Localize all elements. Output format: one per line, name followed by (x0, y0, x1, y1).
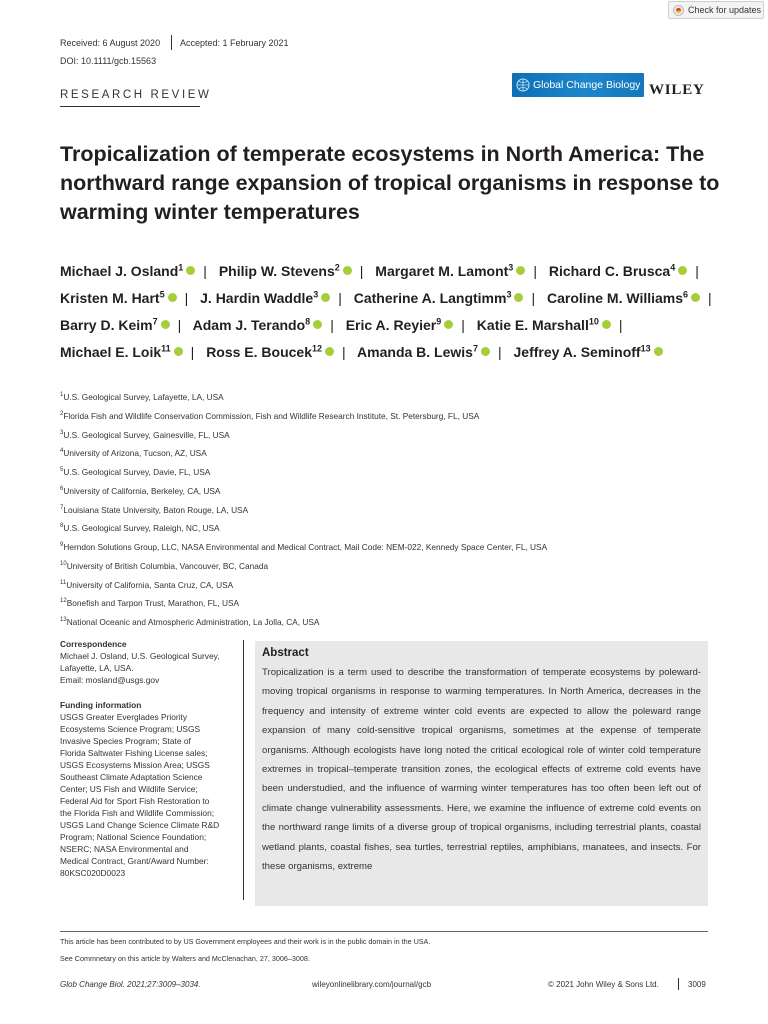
accepted-date: Accepted: 1 February 2021 (180, 38, 289, 48)
affiliation-text: Louisiana State University, Baton Rouge, LA, USA (63, 504, 249, 515)
author-separator: | (359, 262, 364, 279)
correspondence-line: Lafayette, LA, USA. (60, 663, 134, 673)
funding-line: USGS Land Change Science Climate R&D (60, 820, 220, 830)
abstract-heading: Abstract (262, 647, 309, 659)
author-label: Margaret M. Lamont (375, 262, 509, 279)
correspondence-heading: Correspondence (60, 639, 127, 649)
footnote-government: This article has been contributed to by US Government employees and their work is in the public domain in the USA. (60, 937, 431, 946)
author-separator: | (338, 289, 342, 306)
orcid-icon[interactable] (514, 293, 523, 302)
orcid-icon[interactable] (313, 320, 322, 329)
affiliation-text: U.S. Geological Survey, Davie, FL, USA (63, 466, 211, 477)
funding-line: Medical Contract, Grant/Award Number: (60, 856, 209, 866)
orcid-icon[interactable] (678, 266, 687, 275)
author-label: Jeffrey A. Seminoff (513, 344, 641, 361)
section-rule (60, 106, 200, 107)
affiliation-item (60, 575, 700, 594)
section-label: RESEARCH REVIEW (60, 89, 212, 101)
author-list (60, 256, 730, 365)
affiliation-item (60, 556, 700, 575)
affiliation-number: 2 (60, 410, 64, 417)
affiliation-marker: 7 (152, 316, 158, 327)
author-label: Ross E. Boucek (206, 344, 313, 361)
orcid-icon[interactable] (174, 347, 183, 356)
orcid-icon[interactable] (186, 266, 195, 275)
author-name[interactable] (477, 317, 611, 333)
author-separator: | (695, 262, 699, 279)
author-label: J. Hardin Waddle (200, 289, 314, 306)
globe-icon (516, 78, 530, 92)
affiliation-text: U.S. Geological Survey, Lafayette, LA, USA (63, 391, 224, 402)
funding-line: Southeast Climate Adaptation Science (60, 772, 203, 782)
author-name[interactable] (375, 263, 525, 279)
check-for-updates-icon (673, 5, 684, 16)
affiliation-marker: 3 (508, 262, 514, 272)
author-label: Michael E. Loik (60, 344, 162, 361)
author-separator: | (203, 262, 207, 279)
author-name[interactable] (346, 317, 454, 333)
publisher-logo: WILEY (649, 82, 705, 98)
author-name[interactable] (60, 263, 195, 279)
author-name[interactable] (547, 290, 700, 306)
funding-line: Ecosystems Science Program; USGS (60, 724, 201, 734)
funding-line: NSERC; NASA Environmental and (60, 844, 189, 854)
affiliation-number: 12 (60, 598, 67, 605)
affiliation-text: University of California, Berkeley, CA, USA (63, 485, 221, 496)
author-name[interactable] (206, 344, 334, 360)
affiliation-number: 11 (60, 579, 67, 586)
author-separator: | (461, 316, 465, 333)
affiliation-text: U.S. Geological Survey, Gainesville, FL, USA (63, 429, 230, 440)
affiliation-item (60, 406, 700, 425)
author-label: Catherine A. Langtimm (353, 289, 507, 306)
footer-divider (678, 978, 679, 990)
funding-line: Florida Saltwater Fishing License sales; (60, 748, 208, 758)
orcid-icon[interactable] (654, 347, 663, 356)
affiliation-item (60, 462, 700, 481)
orcid-icon[interactable] (343, 266, 352, 275)
author-separator: | (342, 344, 346, 361)
affiliation-number: 13 (60, 617, 67, 624)
affiliation-item (60, 537, 700, 556)
funding-line: USGS Ecosystems Mission Area; USGS (60, 760, 210, 770)
orcid-icon[interactable] (161, 320, 170, 329)
affiliation-number: 8 (60, 523, 64, 530)
affiliation-marker: 13 (640, 343, 651, 354)
author-name[interactable] (354, 290, 524, 306)
affiliation-marker: 11 (161, 343, 171, 354)
author-separator: | (618, 316, 623, 333)
journal-url[interactable]: wileyonlinelibrary.com/journal/gcb (312, 980, 432, 989)
affiliation-marker: 10 (588, 316, 599, 327)
funding-line: USGS Greater Everglades Priority (60, 712, 188, 722)
author-name[interactable] (60, 290, 177, 306)
affiliation-number: 3 (60, 429, 64, 436)
affiliation-list (60, 387, 700, 631)
author-separator: | (330, 316, 334, 333)
orcid-icon[interactable] (516, 266, 525, 275)
author-name[interactable] (514, 344, 663, 360)
author-label: Kristen M. Hart (60, 289, 160, 306)
author-name[interactable] (200, 290, 330, 306)
orcid-icon[interactable] (444, 320, 453, 329)
author-separator: | (497, 344, 502, 361)
affiliation-text: National Oceanic and Atmospheric Administration, La Jolla, CA, USA (66, 616, 320, 627)
abstract-text: Tropicalization is a term used to describe the transformation of temperate ecosystems by poleward-moving tropical organisms in response to warming temperatures. In North America, decreases in the frequency and intensity of extreme winter cold events are expected to allow the poleward range expansion of many cold-sensitive tropical organisms, sometimes at the expense of temperate organisms. Although ecologists have long noted the critical ecological role of winter cold temperature extremes in tropical–temperate transition zones, the ecological effects of extreme cold events have been understudied, and the influence of warming winter temperatures has too often been left out of climate change vulnerability assessments. Here, we examine the influence of extreme cold events on the northward range limits of a diverse group of tropical organisms, including terrestrial plants, coastal wetland plants, coastal fishes, sea turtles, terrestrial reptiles, amphibians, manatees, and insects. For these organisms, extreme (262, 667, 701, 873)
funding-line: Program; National Science Foundation; (60, 832, 207, 842)
author-label: Caroline M. Williams (547, 289, 684, 306)
author-label: Michael J. Osland (60, 262, 179, 279)
affiliation-text: Bonefish and Tarpon Trust, Marathon, FL, USA (66, 598, 240, 609)
affiliation-item (60, 443, 700, 462)
sidebar-info (60, 638, 238, 879)
affiliation-text: U.S. Geological Survey, Raleigh, NC, USA (63, 523, 220, 534)
affiliation-number: 10 (60, 560, 67, 567)
correspondence-line: Michael J. Osland, U.S. Geological Survey, (60, 651, 220, 661)
funding-text (60, 711, 238, 879)
page-number: 3009 (688, 980, 706, 989)
funding-line: Center; US Fish and Wildlife Service; (60, 784, 198, 794)
author-name[interactable] (549, 263, 687, 279)
orcid-icon[interactable] (325, 347, 334, 356)
funding-line: the Florida Fish and Wildlife Commission; (60, 808, 215, 818)
author-name[interactable] (357, 344, 490, 360)
affiliation-item (60, 500, 700, 519)
author-separator: | (177, 316, 182, 333)
check-for-updates-button[interactable] (668, 1, 764, 19)
affiliation-number: 5 (60, 467, 64, 474)
affiliation-item (60, 612, 700, 631)
affiliation-marker: 12 (312, 343, 323, 354)
affiliation-text: University of British Columbia, Vancouver, BC, Canada (66, 560, 269, 571)
footnote-commentary: See Commnetary on this article by Walters and McClenachan, 27, 3006–3008. (60, 954, 310, 963)
orcid-icon[interactable] (691, 293, 700, 302)
author-name[interactable] (60, 344, 183, 360)
affiliation-number: 9 (60, 542, 64, 549)
affiliation-text: Herndon Solutions Group, LLC, NASA Environmental and Medical Contract, Mail Code: NEM-022, Kennedy Space Center, FL, USA (63, 541, 548, 552)
author-label: Barry D. Keim (60, 316, 153, 333)
author-separator: | (531, 289, 536, 306)
affiliation-item (60, 518, 700, 537)
author-name[interactable] (219, 263, 352, 279)
orcid-icon[interactable] (481, 347, 490, 356)
affiliation-text: University of Arizona, Tucson, AZ, USA (63, 448, 207, 459)
orcid-icon[interactable] (602, 320, 611, 329)
affiliation-marker: 9 (436, 316, 442, 327)
correspondence-text (60, 650, 238, 686)
funding-heading: Funding information (60, 700, 142, 710)
footnote-rule (60, 931, 708, 932)
affiliation-number: 7 (60, 504, 64, 511)
affiliation-marker: 1 (178, 262, 184, 272)
affiliation-item (60, 593, 700, 612)
affiliation-text: University of California, Santa Cruz, CA, USA (66, 579, 234, 590)
affiliation-marker: 4 (670, 262, 676, 272)
citation: Glob Change Biol. 2021;27:3009–3034. (60, 980, 201, 989)
author-label: Amanda B. Lewis (357, 344, 473, 361)
affiliation-marker: 8 (305, 316, 311, 327)
orcid-icon[interactable] (168, 293, 177, 302)
author-separator: | (190, 344, 195, 361)
funding-line: Federal Aid for Sport Fish Restoration to (60, 796, 210, 806)
affiliation-number: 6 (60, 485, 64, 492)
received-date: Received: 6 August 2020 (60, 38, 161, 48)
affiliation-item (60, 481, 700, 500)
affiliation-number: 1 (60, 392, 64, 398)
affiliation-number: 4 (60, 448, 64, 455)
affiliation-marker: 3 (506, 289, 512, 300)
affiliation-marker: 6 (683, 289, 689, 300)
affiliation-marker: 2 (334, 262, 340, 272)
author-separator: | (708, 289, 712, 306)
affiliation-marker: 3 (313, 289, 319, 300)
check-for-updates-label: Check for updates (688, 5, 762, 15)
affiliation-marker: 7 (472, 343, 478, 354)
author-label: Philip W. Stevens (218, 262, 335, 279)
author-separator: | (533, 262, 537, 279)
meta-divider (171, 35, 172, 50)
funding-line: 80KSC020D0023 (60, 868, 126, 878)
article-title: Tropicalization of temperate ecosystems in North America: The northward range expansion of tropical organisms in response to warming winter temperatures (60, 142, 720, 224)
author-label: Katie E. Marshall (476, 316, 589, 333)
affiliation-text: Florida Fish and Wildlife Conservation Commission, Fish and Wildlife Research Institute, St. Petersburg, FL, USA (63, 410, 480, 421)
affiliation-marker: 5 (159, 289, 165, 300)
author-label: Eric A. Reyier (345, 316, 437, 333)
author-label: Adam J. Terando (192, 316, 306, 333)
copyright: © 2021 John Wiley & Sons Ltd. (548, 980, 659, 989)
funding-line: Invasive Species Program; State of (60, 736, 191, 746)
abstract-box (255, 641, 708, 906)
correspondence-line: Email: mosland@usgs.gov (60, 675, 160, 685)
doi-link[interactable]: DOI: 10.1111/gcb.15563 (60, 56, 157, 66)
author-label: Richard C. Brusca (548, 262, 671, 279)
journal-name: Global Change Biology (533, 79, 641, 91)
author-separator: | (184, 289, 189, 306)
author-name[interactable] (193, 317, 323, 333)
affiliation-item (60, 387, 700, 406)
affiliation-item (60, 425, 700, 444)
journal-banner[interactable] (512, 73, 644, 97)
orcid-icon[interactable] (321, 293, 330, 302)
author-name[interactable] (60, 317, 170, 333)
sidebar-divider (243, 640, 244, 900)
